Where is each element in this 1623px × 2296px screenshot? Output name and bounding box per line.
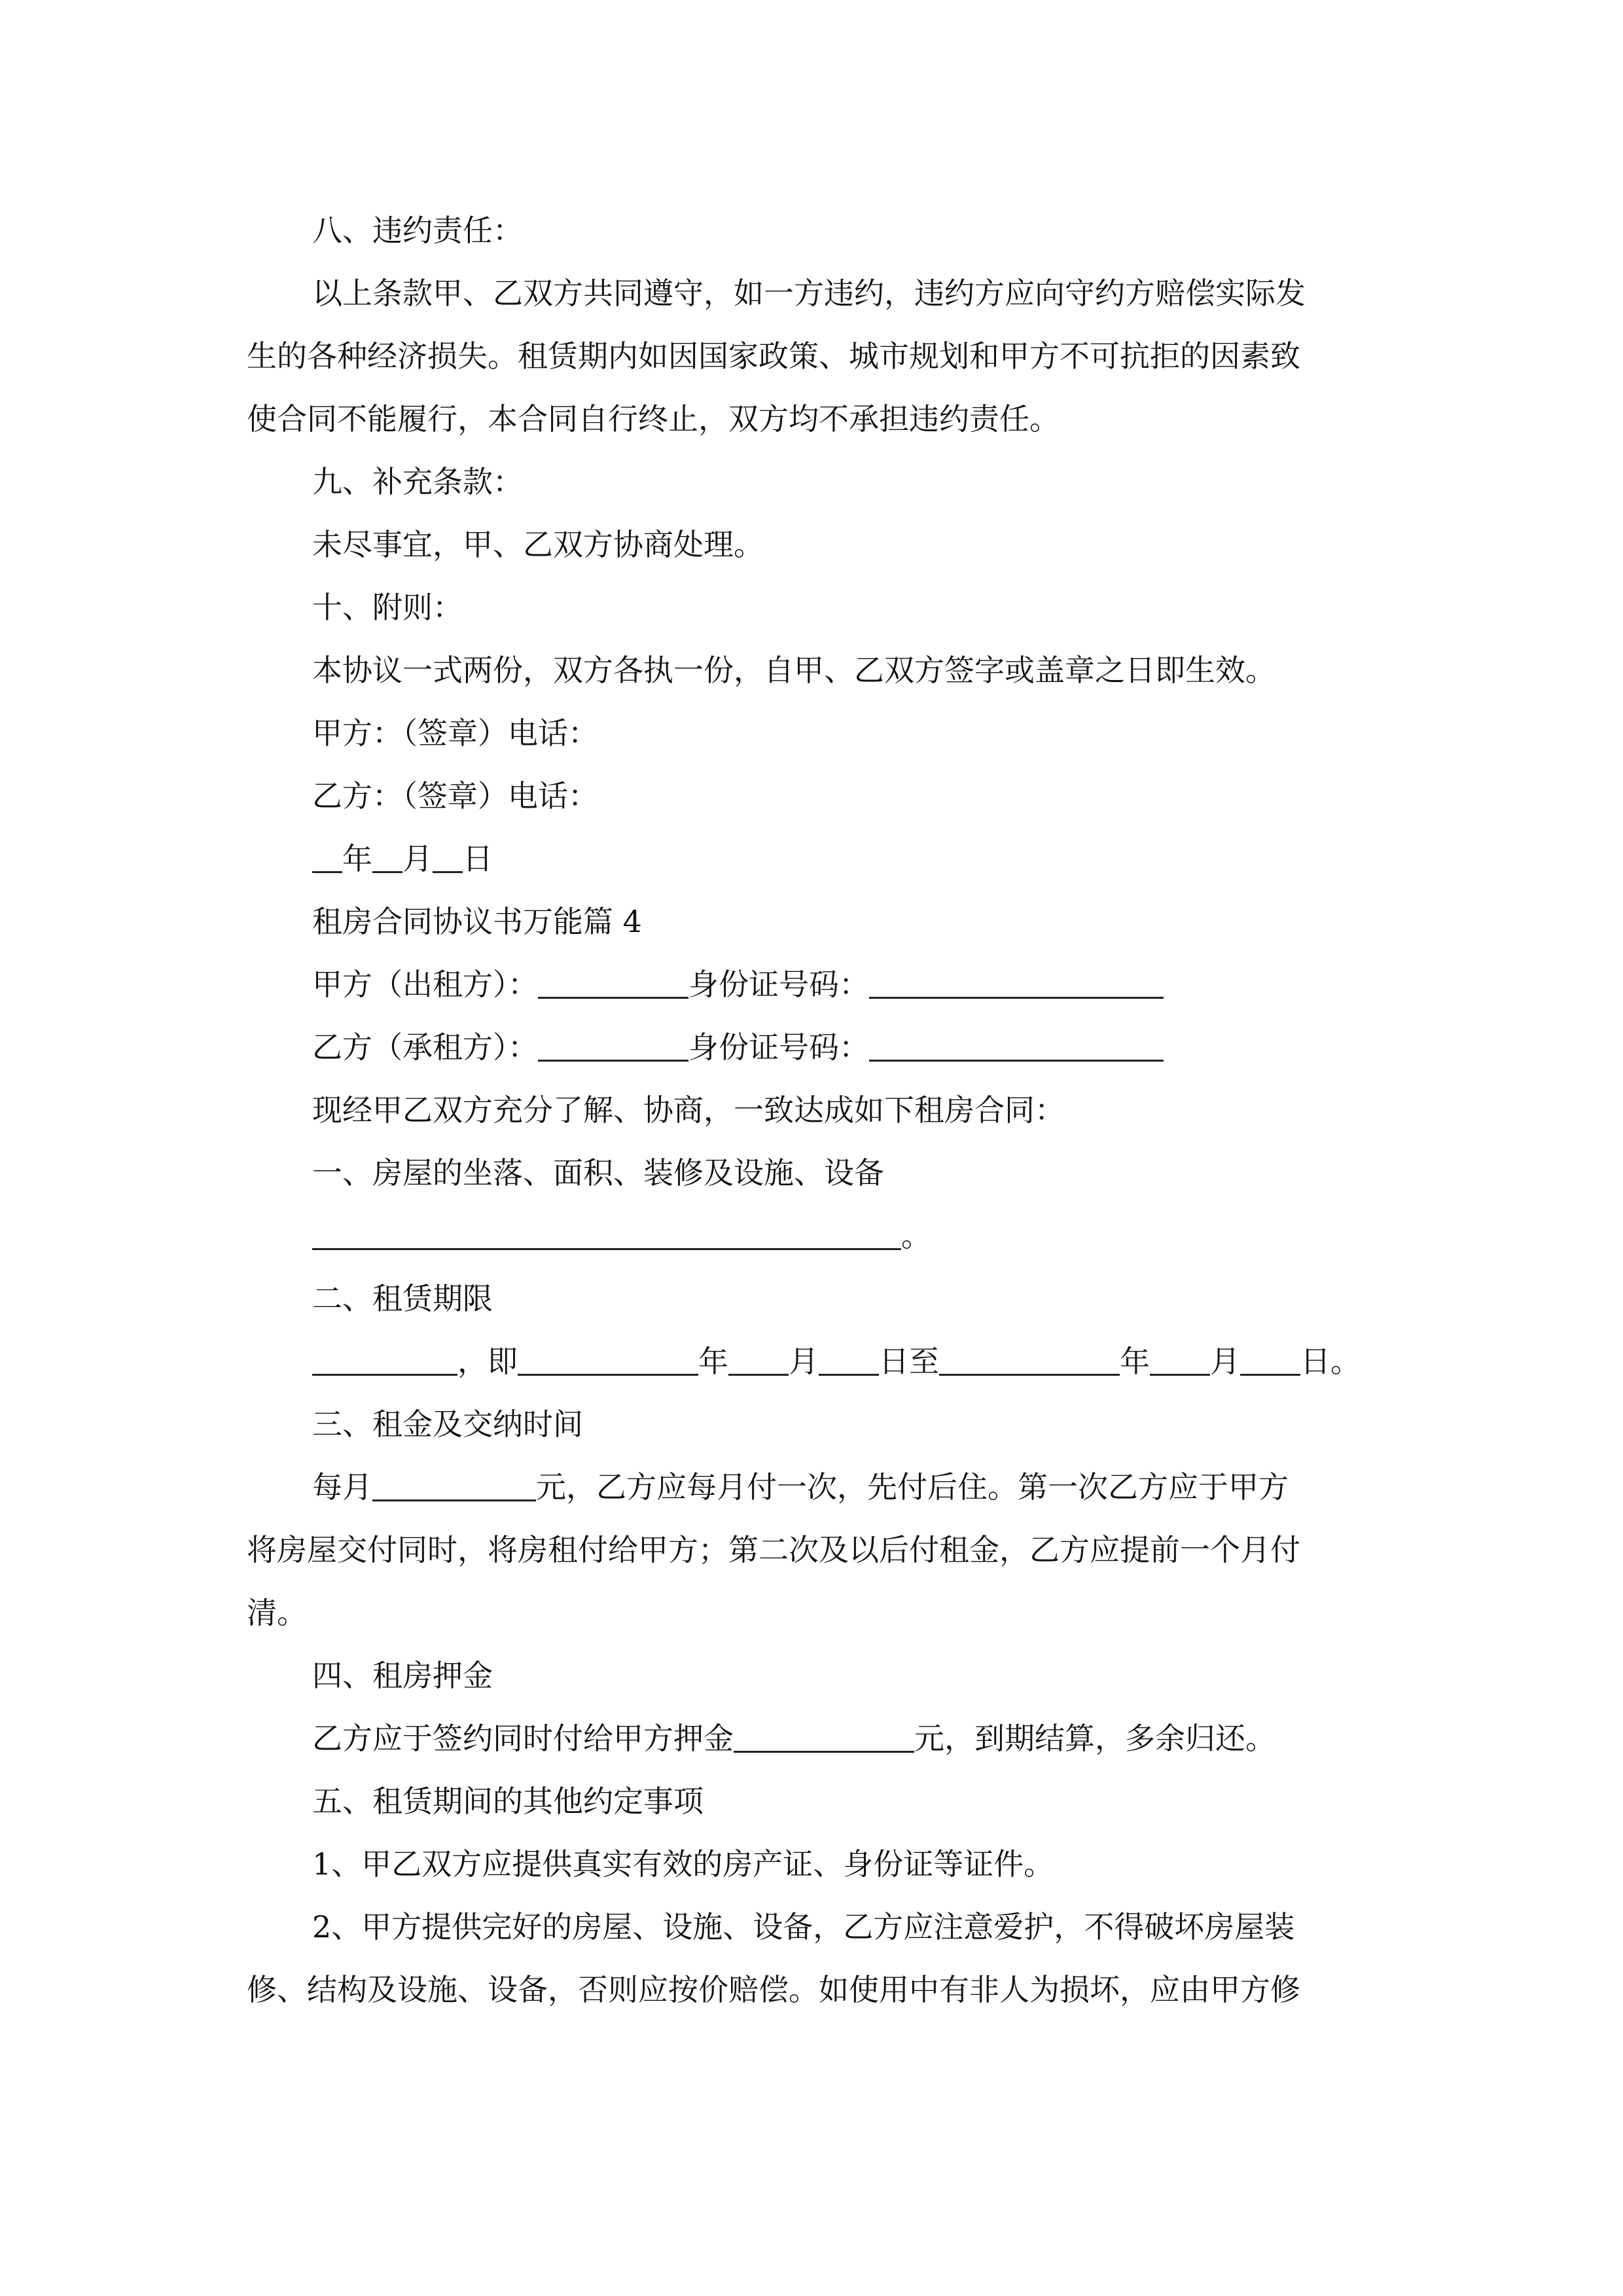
blank-line bbox=[312, 1216, 931, 1255]
paragraph-line: 生的各种经济损失。租赁期内如因国家政策、城市规划和甲方不可抗拒的因素致 bbox=[247, 338, 1300, 374]
blank-field bbox=[372, 841, 402, 873]
blank-field bbox=[939, 1344, 1120, 1376]
text-fragment: 乙方应于签约同时付给甲方押金 bbox=[312, 1721, 734, 1756]
paragraph-line: 修、结构及设施、设备，否则应按价赔偿。如使用中有非人为损坏，应由甲方修 bbox=[247, 1972, 1300, 2007]
tenant-line bbox=[312, 1028, 1164, 1067]
text-fragment: ，即 bbox=[457, 1344, 518, 1379]
paragraph-line: 本协议一式两份，双方各执一份，自甲、乙双方签字或盖章之日即生效。 bbox=[312, 653, 1275, 688]
date-year-label: 年 bbox=[342, 841, 372, 876]
blank-field bbox=[819, 1344, 879, 1376]
rent-line bbox=[312, 1467, 1289, 1507]
party-b-signature-line: 乙方：（签章）电话： bbox=[312, 778, 598, 814]
blank-field bbox=[538, 967, 688, 999]
blank-field bbox=[728, 1344, 789, 1376]
landlord-line bbox=[312, 965, 1164, 1004]
section-10-heading: 十、附则： bbox=[312, 590, 463, 625]
paragraph-line: 未尽事宜，甲、乙双方协商处理。 bbox=[312, 527, 764, 562]
text-fragment: 月 bbox=[1210, 1344, 1240, 1379]
text-fragment: 日至 bbox=[879, 1344, 939, 1379]
blank-field bbox=[538, 1030, 688, 1062]
party-a-signature-line: 甲方：（签章）电话： bbox=[312, 715, 598, 751]
blank-field bbox=[734, 1721, 914, 1753]
section-5-heading: 五、租赁期间的其他约定事项 bbox=[312, 1784, 704, 1819]
section-4-heading: 四、租房押金 bbox=[312, 1658, 493, 1693]
blank-field bbox=[372, 1469, 536, 1501]
blank-field bbox=[518, 1344, 698, 1376]
blank-field bbox=[1240, 1344, 1300, 1376]
section-8-heading: 八、违约责任： bbox=[312, 213, 523, 248]
landlord-label: 甲方（出租方）： bbox=[312, 967, 538, 1002]
paragraph-line: 1、甲乙双方应提供真实有效的房产证、身份证等证件。 bbox=[312, 1846, 1054, 1882]
blank-field bbox=[869, 967, 1164, 999]
period-mark: 。 bbox=[901, 1218, 931, 1253]
blank-field bbox=[433, 841, 463, 873]
section-9-heading: 九、补充条款： bbox=[312, 464, 523, 499]
paragraph-line: 将房屋交付同时，将房租付给甲方；第二次及以后付租金，乙方应提前一个月付 bbox=[247, 1532, 1300, 1568]
paragraph-line: 使合同不能履行，本合同自行终止，双方均不承担违约责任。 bbox=[247, 401, 1060, 437]
date-line bbox=[312, 839, 493, 878]
id-number-label: 身份证号码： bbox=[688, 967, 869, 1002]
tenant-label: 乙方（承租方）： bbox=[312, 1030, 538, 1065]
id-number-label: 身份证号码： bbox=[688, 1030, 869, 1065]
paragraph-line: 2、甲方提供完好的房屋、设施、设备，乙方应注意爱护，不得破坏房屋装 bbox=[312, 1909, 1295, 1945]
text-fragment: 每月 bbox=[312, 1469, 372, 1505]
lease-term-line bbox=[312, 1342, 1361, 1381]
blank-field bbox=[869, 1030, 1164, 1062]
text-fragment: 元，到期结算，多余归还。 bbox=[914, 1721, 1275, 1756]
blank-field bbox=[312, 841, 342, 873]
paragraph-line: 现经甲乙双方充分了解、协商，一致达成如下租房合同： bbox=[312, 1092, 1065, 1128]
text-fragment: 年 bbox=[1120, 1344, 1150, 1379]
section-2-heading: 二、租赁期限 bbox=[312, 1281, 493, 1316]
text-fragment: 年 bbox=[698, 1344, 728, 1379]
section-1-heading: 一、房屋的坐落、面积、装修及设施、设备 bbox=[312, 1155, 884, 1191]
blank-field bbox=[312, 1344, 457, 1376]
text-fragment: 日。 bbox=[1300, 1344, 1361, 1379]
paragraph-line: 清。 bbox=[247, 1595, 307, 1630]
blank-field bbox=[1150, 1344, 1210, 1376]
paragraph-line: 以上条款甲、乙双方共同遵守，如一方违约，违约方应向守约方赔偿实际发 bbox=[312, 276, 1306, 311]
section-3-heading: 三、租金及交纳时间 bbox=[312, 1407, 583, 1442]
date-month-label: 月 bbox=[402, 841, 433, 876]
text-fragment: 元，乙方应每月付一次，先付后住。第一次乙方应于甲方 bbox=[536, 1469, 1289, 1505]
blank-field bbox=[312, 1218, 901, 1250]
date-day-label: 日 bbox=[463, 841, 493, 876]
deposit-line bbox=[312, 1719, 1275, 1758]
contract-title: 租房合同协议书万能篇 4 bbox=[312, 904, 642, 939]
text-fragment: 月 bbox=[789, 1344, 819, 1379]
